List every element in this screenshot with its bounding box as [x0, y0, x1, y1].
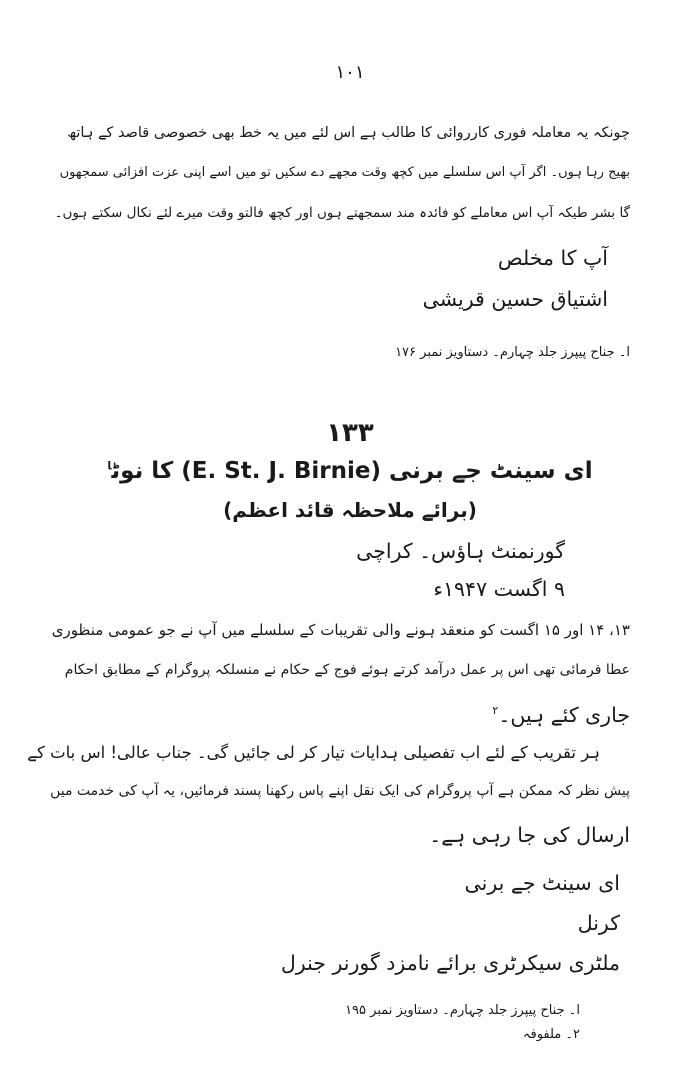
para1-line-3-text: جاری کئے ہیں۔: [498, 703, 630, 727]
document-number: ۱۳۳: [326, 418, 374, 448]
letter1-signature: اشتیاق حسین قریشی: [422, 287, 608, 311]
para1-line-3: [492, 704, 630, 727]
title-note-marker: ا: [107, 459, 112, 473]
letter1-line-1: چونکہ یہ معاملہ فوری کارروائی کا طالب ہے اس لئے میں یہ خط بھی خصوصی قاصد کے ہاتھ: [67, 125, 630, 141]
signature-rank: کرنل: [577, 911, 620, 935]
document-subtitle: (برائے ملاحظہ قائد اعظم): [223, 498, 477, 522]
signature-title: ملٹری سیکرٹری برائے نامزد گورنر جنرل: [280, 951, 620, 975]
para1-line-1: ۱۳، ۱۴ اور ۱۵ اگست کو منعقد ہونے والی تقریبات کے سلسلے میں آپ نے جو عمومی منظوری: [51, 621, 630, 639]
para2-line-1: ہر تقریب کے لئے اب تفصیلی ہدایات تیار کر لی جائیں گی۔ جناب عالی! اس بات کے: [27, 743, 600, 762]
document-title: [0, 458, 700, 484]
footnote-1: ا۔ جناح پیپرز جلد چہارم۔ دستاویز نمبر ۱۷۶: [395, 345, 630, 360]
letter1-line-3: گا بشر طیکہ آپ اس معاملے کو فائدہ مند سمجھتے ہوں اور کچھ فالتو وقت میرے لئے نکال سکتے ہوں۔: [54, 205, 630, 221]
document-title-text: ای سینٹ جے برنی (E. St. J. Birnie) کا نوٹ: [111, 458, 593, 484]
document-date: ۹ اگست ۱۹۴۷ء: [433, 577, 565, 601]
footnote-2: ا۔ جناح پیپرز جلد چہارم۔ دستاویز نمبر ۱۹۵: [345, 1003, 580, 1018]
document-place: گورنمنٹ ہاؤس۔ کراچی: [356, 539, 565, 563]
page-number: ۱۰۱: [335, 62, 365, 83]
signature-name: ای سینٹ جے برنی: [464, 871, 620, 895]
para2-line-2: پیش نظر کہ ممکن ہے آپ پروگرام کی ایک نقل اپنے پاس رکھنا پسند فرمائیں، یہ آپ کی خدمت میں: [50, 783, 630, 799]
para1-line-2: عطا فرمائی تھی اس پر عمل درآمد کرتے ہوئے فوج کے حکام نے منسلکہ پروگرام کے مطابق احکام: [64, 662, 630, 678]
footnote-3: ۲۔ ملفوفہ: [522, 1027, 580, 1042]
letter1-line-2: بھیج رہا ہوں۔ اگر آپ اس سلسلے میں کچھ وقت مجھے دے سکیں تو میں اسے اپنی عزت افزائی سمجھوں: [59, 165, 630, 180]
letter1-closing: آپ کا مخلص: [497, 246, 608, 270]
para1-note-marker: ۲: [492, 704, 499, 718]
para2-line-3: ارسال کی جا رہی ہے۔: [429, 823, 630, 847]
